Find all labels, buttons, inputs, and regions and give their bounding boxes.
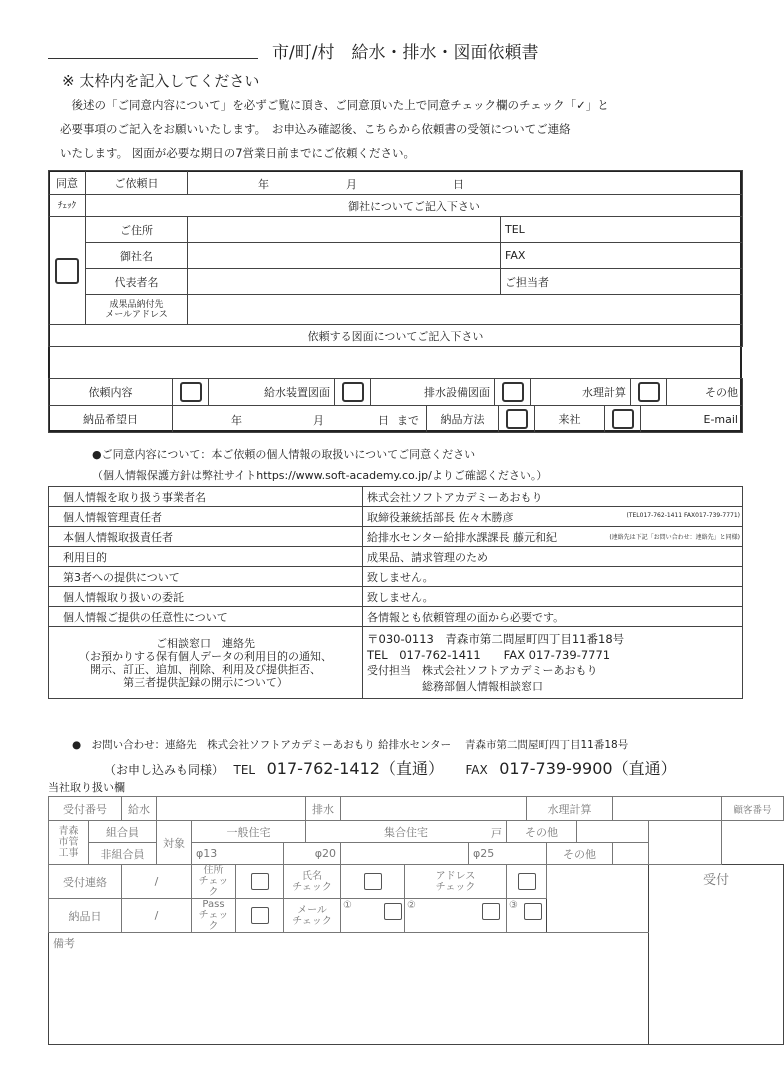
opt2-checkbox[interactable] — [342, 382, 364, 402]
consent-row — [49, 527, 743, 547]
n2-label: ② — [407, 900, 416, 911]
inquiry-line-2 — [104, 756, 677, 779]
consent-title: ●ご同意内容について：本ご依頼の個人情報の取扱いについてご同意ください — [92, 448, 476, 461]
opt4-label: その他 — [667, 379, 743, 406]
fax-field[interactable] — [501, 243, 743, 269]
visit-label: 来社 — [535, 406, 605, 433]
email-checkbox[interactable] — [612, 409, 634, 429]
delivery-day-label: 日 — [378, 414, 389, 427]
collective-label: 集合住宅 — [384, 825, 428, 839]
n3-check-box[interactable] — [524, 903, 542, 920]
hydraulic-field[interactable] — [613, 797, 722, 821]
window-left-2: （お預かりする保有個人データの利用目的の通知、 — [79, 649, 332, 663]
hydraulic-label: 水理計算 — [527, 797, 613, 821]
consent-value-text: 給排水センター給排水課課長 藤元和紀 — [367, 530, 558, 544]
consent-value — [363, 527, 743, 547]
visit-checkbox[interactable] — [506, 409, 528, 429]
drawing-section-heading: 依頼する図面についてご記入下さい — [49, 325, 743, 347]
agree-label: 同意 — [49, 171, 86, 195]
addrs-check-box[interactable] — [518, 873, 536, 890]
consent-row — [49, 507, 743, 527]
office-table — [48, 796, 784, 1045]
date-label: ご依頼日 — [86, 171, 188, 195]
request-form — [48, 170, 743, 347]
opt1-label: 給水装置図面 — [209, 379, 335, 406]
consent-row — [49, 547, 743, 567]
intro-line-2: 必要事項のご記入をお願いいたします。 お申込み確認後、こちらから依頼書の受領についてご連絡 — [60, 122, 571, 136]
n3-label: ③ — [509, 900, 518, 911]
delivery-date-label: 納品希望日 — [49, 406, 173, 433]
consent-row — [49, 487, 743, 507]
name-line — [48, 58, 258, 59]
opt4-checkbox[interactable] — [638, 382, 660, 402]
request-content-row — [48, 378, 743, 406]
representative-field[interactable] — [188, 269, 501, 295]
collective-housing[interactable] — [306, 821, 507, 843]
consent-value-note: (TEL017-762-1411 FAX017-739-7771) — [626, 512, 740, 519]
consent-value-text: 成果品、請求管理のため — [367, 550, 488, 564]
opt3-checkbox[interactable] — [502, 382, 524, 402]
delivery-date-field[interactable] — [173, 406, 427, 433]
n1-label: ① — [343, 900, 352, 911]
page-title: 市/町/村 給水・排水・図面依頼書 — [272, 43, 539, 63]
general-housing[interactable]: 一般住宅 — [192, 821, 306, 843]
window-left-1: ご相談窓口 連絡先 — [156, 636, 255, 650]
tel-label: TEL — [505, 223, 525, 236]
inquiry-fax: 017-739-9900（直通） — [499, 759, 677, 778]
email-label: E-mail — [641, 406, 743, 433]
consent-item: 個人情報ご提供の任意性について — [49, 607, 363, 627]
d20-field[interactable] — [341, 843, 469, 865]
nonmember-label: 非組合員 — [89, 843, 157, 865]
check-label: ﾁｪｯｸ — [49, 195, 86, 217]
window-left-3: 開示、訂正、追加、削除、利用及び提供拒否、 — [90, 662, 321, 676]
consent-row — [49, 567, 743, 587]
content-label: 依頼内容 — [49, 379, 173, 406]
remarks-field[interactable] — [49, 933, 649, 1045]
day-label: 日 — [453, 178, 464, 191]
inquiry-tel: 017-762-1412（直通） — [266, 759, 444, 778]
company-field[interactable] — [188, 243, 501, 269]
tel-field[interactable] — [501, 217, 743, 243]
delivered-field[interactable]: / — [122, 899, 192, 933]
consent-value — [363, 607, 743, 627]
notice: ※ 太枠内を記入してください — [62, 72, 260, 90]
units-label: 戸 — [491, 827, 502, 840]
month-label: 月 — [346, 178, 357, 191]
customer-no-label: 顧客番号 — [722, 797, 784, 821]
d25-option[interactable]: φ25 — [469, 843, 547, 865]
delivery-year-label: 年 — [231, 414, 242, 427]
consent-value-text: 致しません。 — [367, 570, 434, 584]
consent-value — [363, 547, 743, 567]
d20-option[interactable]: φ20 — [284, 843, 341, 865]
addr-check-box[interactable] — [251, 873, 269, 890]
date-field[interactable] — [188, 171, 743, 195]
opt2-label: 排水設備図面 — [371, 379, 495, 406]
consent-value — [363, 567, 743, 587]
consent-value-text: 株式会社ソフトアカデミーあおもり — [367, 490, 543, 504]
name-check-box[interactable] — [364, 873, 382, 890]
window-right-1: 〒030-0113 青森市第二問屋町四丁目11番18号 — [367, 631, 625, 646]
inquiry-note: （お申し込みも同様） — [104, 763, 225, 777]
office-title: 当社取り扱い欄 — [48, 781, 125, 794]
consent-item: 第3者への提供について — [49, 567, 363, 587]
consent-value-text: 各情報とも依頼管理の面から必要です。 — [367, 610, 565, 624]
delivery-row — [48, 405, 743, 433]
n1-check-box[interactable] — [384, 903, 402, 920]
receipt-no-label: 受付番号 — [49, 797, 122, 821]
company-label: 御社名 — [86, 243, 188, 269]
window-right-4: 総務部個人情報相談窓口 — [367, 679, 543, 693]
drain-label: 排水 — [306, 797, 341, 821]
consent-item: 本個人情報取扱責任者 — [49, 527, 363, 547]
company-section-heading: 御社についてご記入下さい — [86, 195, 743, 217]
received-label: 受付 — [703, 873, 730, 888]
inquiry-line-1: ● お問い合わせ：連絡先 株式会社ソフトアカデミーあおもり 給排水センター 青森市第二問屋町四丁目11番18号 — [72, 739, 629, 751]
representative-label: 代表者名 — [86, 269, 188, 295]
consultation-window — [49, 627, 363, 699]
received-box — [649, 865, 784, 1045]
consent-item: 個人情報管理責任者 — [49, 507, 363, 527]
delivery-month-label: 月 — [313, 414, 324, 427]
remarks-label: 備考 — [53, 937, 75, 950]
inquiry-tel-label: TEL — [233, 763, 256, 777]
window-left-4: 第三者提供記録の開示について） — [123, 675, 288, 689]
other-field[interactable] — [577, 821, 649, 843]
member-label: 組合員 — [89, 821, 157, 843]
contact-person-label: ご担当者 — [505, 275, 549, 289]
consent-item: 個人情報を取り扱う事業者名 — [49, 487, 363, 507]
address-field[interactable] — [188, 217, 501, 243]
n2-check-box[interactable] — [482, 903, 500, 920]
consent-value-text: 致しません。 — [367, 590, 434, 604]
mail-field[interactable] — [188, 295, 743, 325]
inquiry-fax-label: FAX — [465, 763, 488, 777]
delivered-label: 納品日 — [49, 899, 122, 933]
water-label: 給水 — [122, 797, 157, 821]
pass-check-box[interactable] — [251, 907, 269, 924]
pass-check-label: Pass チェック — [192, 899, 236, 933]
drain-field[interactable] — [341, 797, 527, 821]
consent-value-text: 取締役兼統括部長 佐々木勝彦 — [367, 510, 514, 524]
other-size-field[interactable] — [613, 843, 722, 865]
opt1-checkbox[interactable] — [180, 382, 202, 402]
consent-value — [363, 587, 743, 607]
privacy-policy: （個人情報保護方針は弊社サイトhttps://www.soft-academy.co.jp/よりご確認ください。） — [92, 469, 548, 482]
consent-value — [363, 507, 743, 527]
consultation-contact — [363, 627, 743, 699]
other-type[interactable]: その他 — [507, 821, 577, 843]
intro-line-1: 後述の「ご同意内容について」を必ずご覧に頂き、ご同意頂いた上で同意チェック欄のチェック「✓」と — [60, 98, 609, 112]
until-label: まで — [397, 414, 419, 427]
year-label: 年 — [258, 178, 269, 191]
fax-label: FAX — [505, 249, 526, 262]
method-label: 納品方法 — [427, 406, 499, 433]
consent-row — [49, 607, 743, 627]
addr-check-label: 住所 チェック — [192, 865, 236, 899]
opt3-label: 水理計算 — [531, 379, 631, 406]
address-label: ご住所 — [86, 217, 188, 243]
other-size[interactable]: その他 — [547, 843, 613, 865]
mail-check-label: メール チェック — [284, 899, 341, 933]
addrs-check-label: アドレス チェック — [405, 865, 507, 899]
name-check-label: 氏名 チェック — [284, 865, 341, 899]
contact-person-field[interactable] — [501, 269, 743, 295]
water-field[interactable] — [157, 797, 306, 821]
window-right-3: 受付担当 株式会社ソフトアカデミーあおもり — [367, 663, 598, 677]
consent-item: 個人情報取り扱いの委託 — [49, 587, 363, 607]
agree-checkbox[interactable] — [55, 258, 79, 284]
consent-value — [363, 487, 743, 507]
target-label: 対象 — [157, 821, 192, 865]
consent-table — [48, 486, 743, 699]
aomori-label: 青森 市管 工事 — [49, 821, 89, 865]
d13-option[interactable]: φ13 — [192, 843, 284, 865]
mail-label: 成果品納付先 メールアドレス — [86, 295, 188, 325]
window-right-2: TEL 017-762-1411 FAX 017-739-7771 — [367, 647, 611, 662]
consent-row — [49, 587, 743, 607]
contact-recv-label: 受付連絡 — [49, 865, 122, 899]
consent-item: 利用目的 — [49, 547, 363, 567]
intro-line-3: いたします。 図面が必要な期日の7営業日前までにご依頼ください。 — [60, 146, 416, 160]
contact-recv-field[interactable]: / — [122, 865, 192, 899]
consent-value-note: (連絡先は下記「お問い合わせ：連絡先」と同様) — [609, 534, 740, 541]
